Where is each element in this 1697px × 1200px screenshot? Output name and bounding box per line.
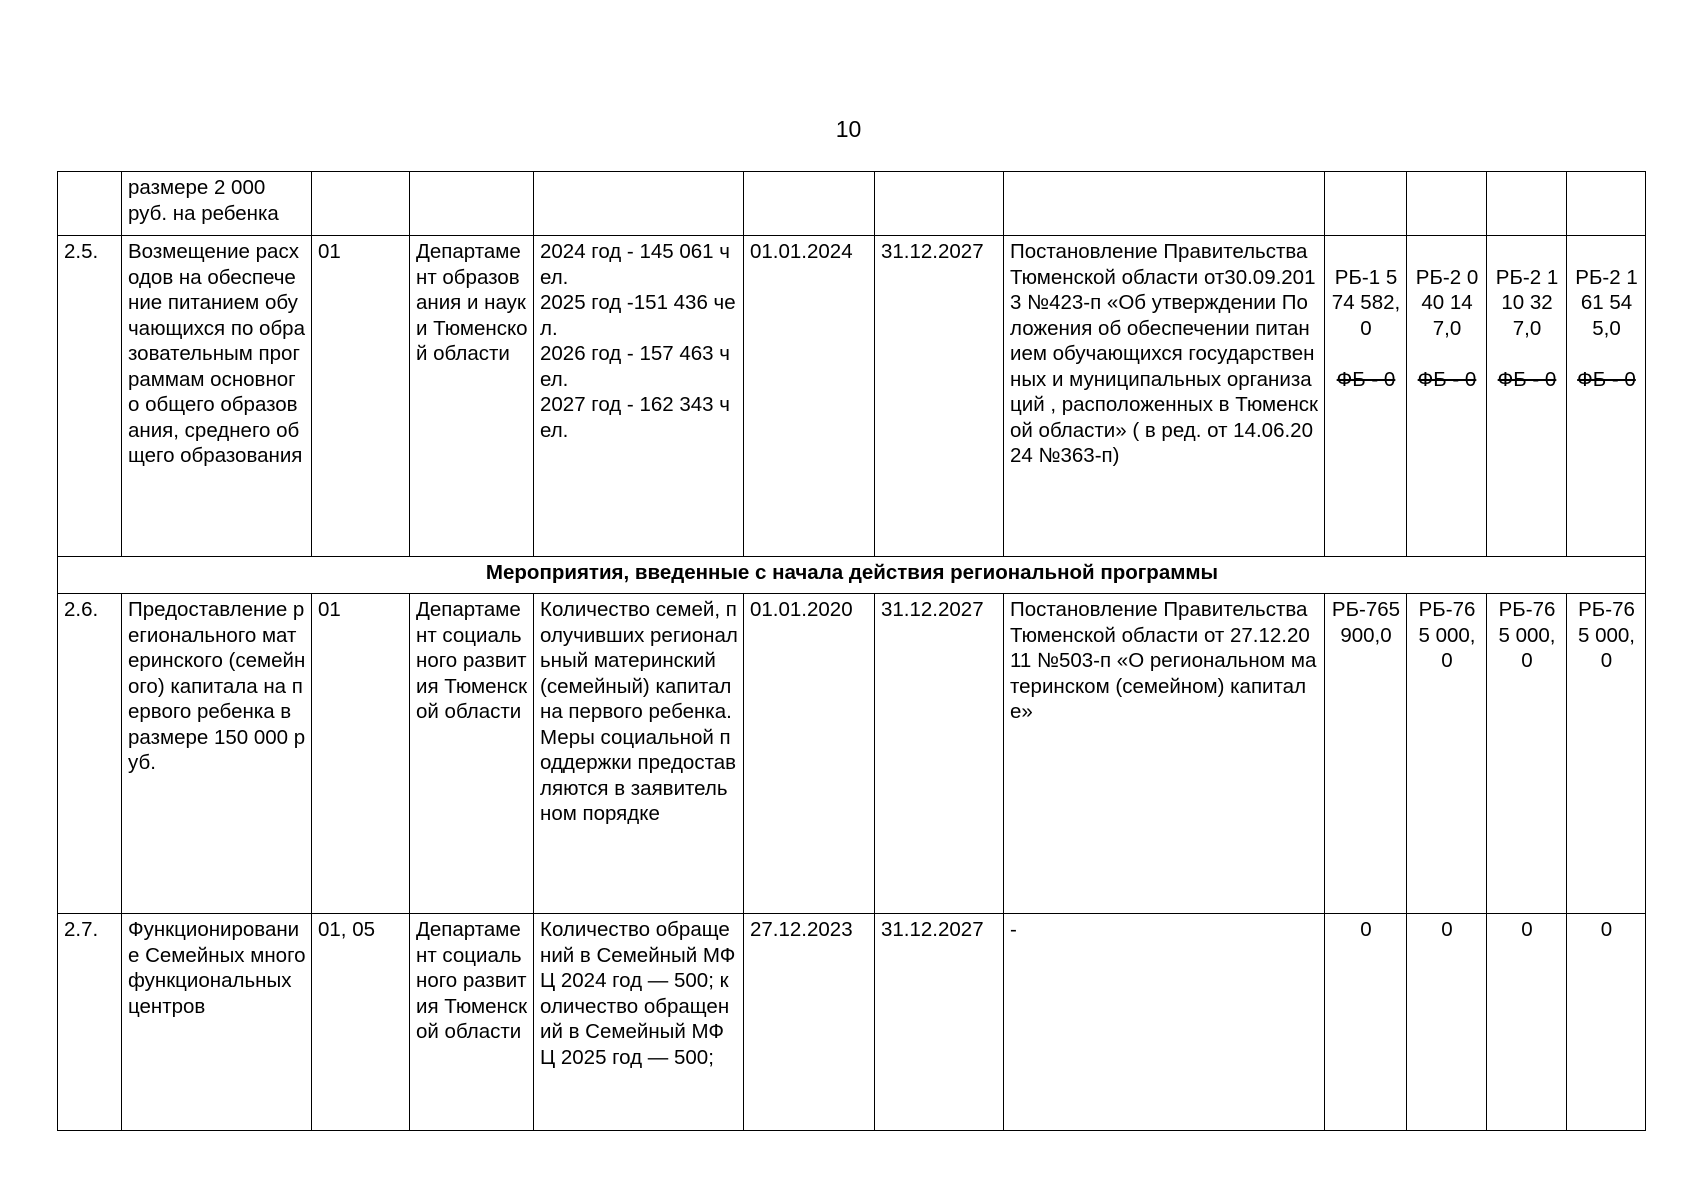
cell-name: Функционирование Семейных многофункциональных центров [122, 914, 312, 1131]
cell-fin-2025 [1407, 172, 1487, 236]
fin-rb: РБ-2 161 545,0 [1575, 265, 1638, 340]
cell-num: 2.7. [58, 914, 122, 1131]
cell-fin-2027 [1567, 172, 1646, 236]
cell-doc: Постановление Правительства Тюменской области от 27.12.2011 №503-п «О региональном материнском (семейном) капитале» [1004, 594, 1325, 914]
cell-indicator: Количество семей, получивших региональный материнский (семейный) капитал на первого ребенка. Меры социальной поддержки предоставляются в заявительном порядке [534, 594, 744, 914]
cell-fin-2025: 0 [1407, 914, 1487, 1131]
cell-doc: - [1004, 914, 1325, 1131]
cell-fin-2026: 0 [1487, 914, 1567, 1131]
cell-end: 31.12.2027 [875, 236, 1004, 557]
measures-table [57, 171, 1646, 1131]
cell-code: 01, 05 [312, 914, 410, 1131]
cell-fin-2026: РБ-765 000,0 [1487, 594, 1567, 914]
cell-code: 01 [312, 236, 410, 557]
cell-doc [1004, 172, 1325, 236]
cell-executor: Департамент социального развития Тюменской области [410, 594, 534, 914]
cell-fin-2025: РБ-765 000,0 [1407, 594, 1487, 914]
cell-num: 2.6. [58, 594, 122, 914]
cell-fin-2026 [1487, 172, 1567, 236]
cell-start: 01.01.2020 [744, 594, 875, 914]
cell-start [744, 172, 875, 236]
table-row [58, 914, 1646, 1131]
page-number: 10 [835, 116, 862, 142]
cell-fin-2027 [1567, 236, 1646, 557]
cell-fin-2025 [1407, 236, 1487, 557]
cell-executor [410, 172, 534, 236]
cell-end: 31.12.2027 [875, 594, 1004, 914]
cell-num [58, 172, 122, 236]
fin-rb: РБ-2 110 327,0 [1495, 265, 1559, 340]
table-row [58, 236, 1646, 557]
fin-fb: ФБ - 0 [1497, 367, 1557, 391]
cell-executor: Департамент социального развития Тюменской области [410, 914, 534, 1131]
cell-code: 01 [312, 594, 410, 914]
fin-fb: ФБ - 0 [1577, 367, 1636, 391]
cell-start: 27.12.2023 [744, 914, 875, 1131]
cell-fin-2024: 0 [1325, 914, 1407, 1131]
fin-fb: ФБ - 0 [1336, 367, 1396, 391]
cell-fin-2027: 0 [1567, 914, 1646, 1131]
cell-name: Возмещение расходов на обеспечение питанием обучающихся по образовательным программам основного общего образования, среднего общего образования [122, 236, 312, 557]
cell-name: Предоставление регионального материнского (семейного) капитала на первого ребенка в размере 150 000 руб. [122, 594, 312, 914]
cell-fin-2027: РБ-765 000,0 [1567, 594, 1646, 914]
cell-fin-2024: РБ-765 900,0 [1325, 594, 1407, 914]
cell-indicator: 2024 год - 145 061 чел. 2025 год -151 436 чел. 2026 год - 157 463 чел. 2027 год - 162 343 чел. [534, 236, 744, 557]
fin-rb: РБ-2 040 147,0 [1415, 265, 1479, 340]
section-header-row [58, 557, 1646, 594]
cell-fin-2026 [1487, 236, 1567, 557]
cell-end: 31.12.2027 [875, 914, 1004, 1131]
cell-code [312, 172, 410, 236]
cell-name: размере 2 000 руб. на ребенка [122, 172, 312, 236]
cell-num: 2.5. [58, 236, 122, 557]
fin-rb: РБ-1 574 582,0 [1331, 265, 1401, 340]
cell-start: 01.01.2024 [744, 236, 875, 557]
section-header: Мероприятия, введенные с начала действия региональной программы [58, 557, 1646, 594]
cell-end [875, 172, 1004, 236]
cell-fin-2024 [1325, 236, 1407, 557]
table-row-continued [58, 172, 1646, 236]
cell-executor: Департамент образования и науки Тюменской области [410, 236, 534, 557]
cell-indicator [534, 172, 744, 236]
cell-indicator: Количество обращений в Семейный МФЦ 2024 год — 500; количество обращений в Семейный МФЦ 2025 год — 500; [534, 914, 744, 1131]
cell-fin-2024 [1325, 172, 1407, 236]
cell-doc: Постановление Правительства Тюменской области от30.09.2013 №423-п «Об утверждении Положения об обеспечении питанием обучающихся государственных и муниципальных организаций , расположенных в Тюменской области» ( в ред. от 14.06.2024 №363-п) [1004, 236, 1325, 557]
table-row [58, 594, 1646, 914]
fin-fb: ФБ - 0 [1417, 367, 1477, 391]
